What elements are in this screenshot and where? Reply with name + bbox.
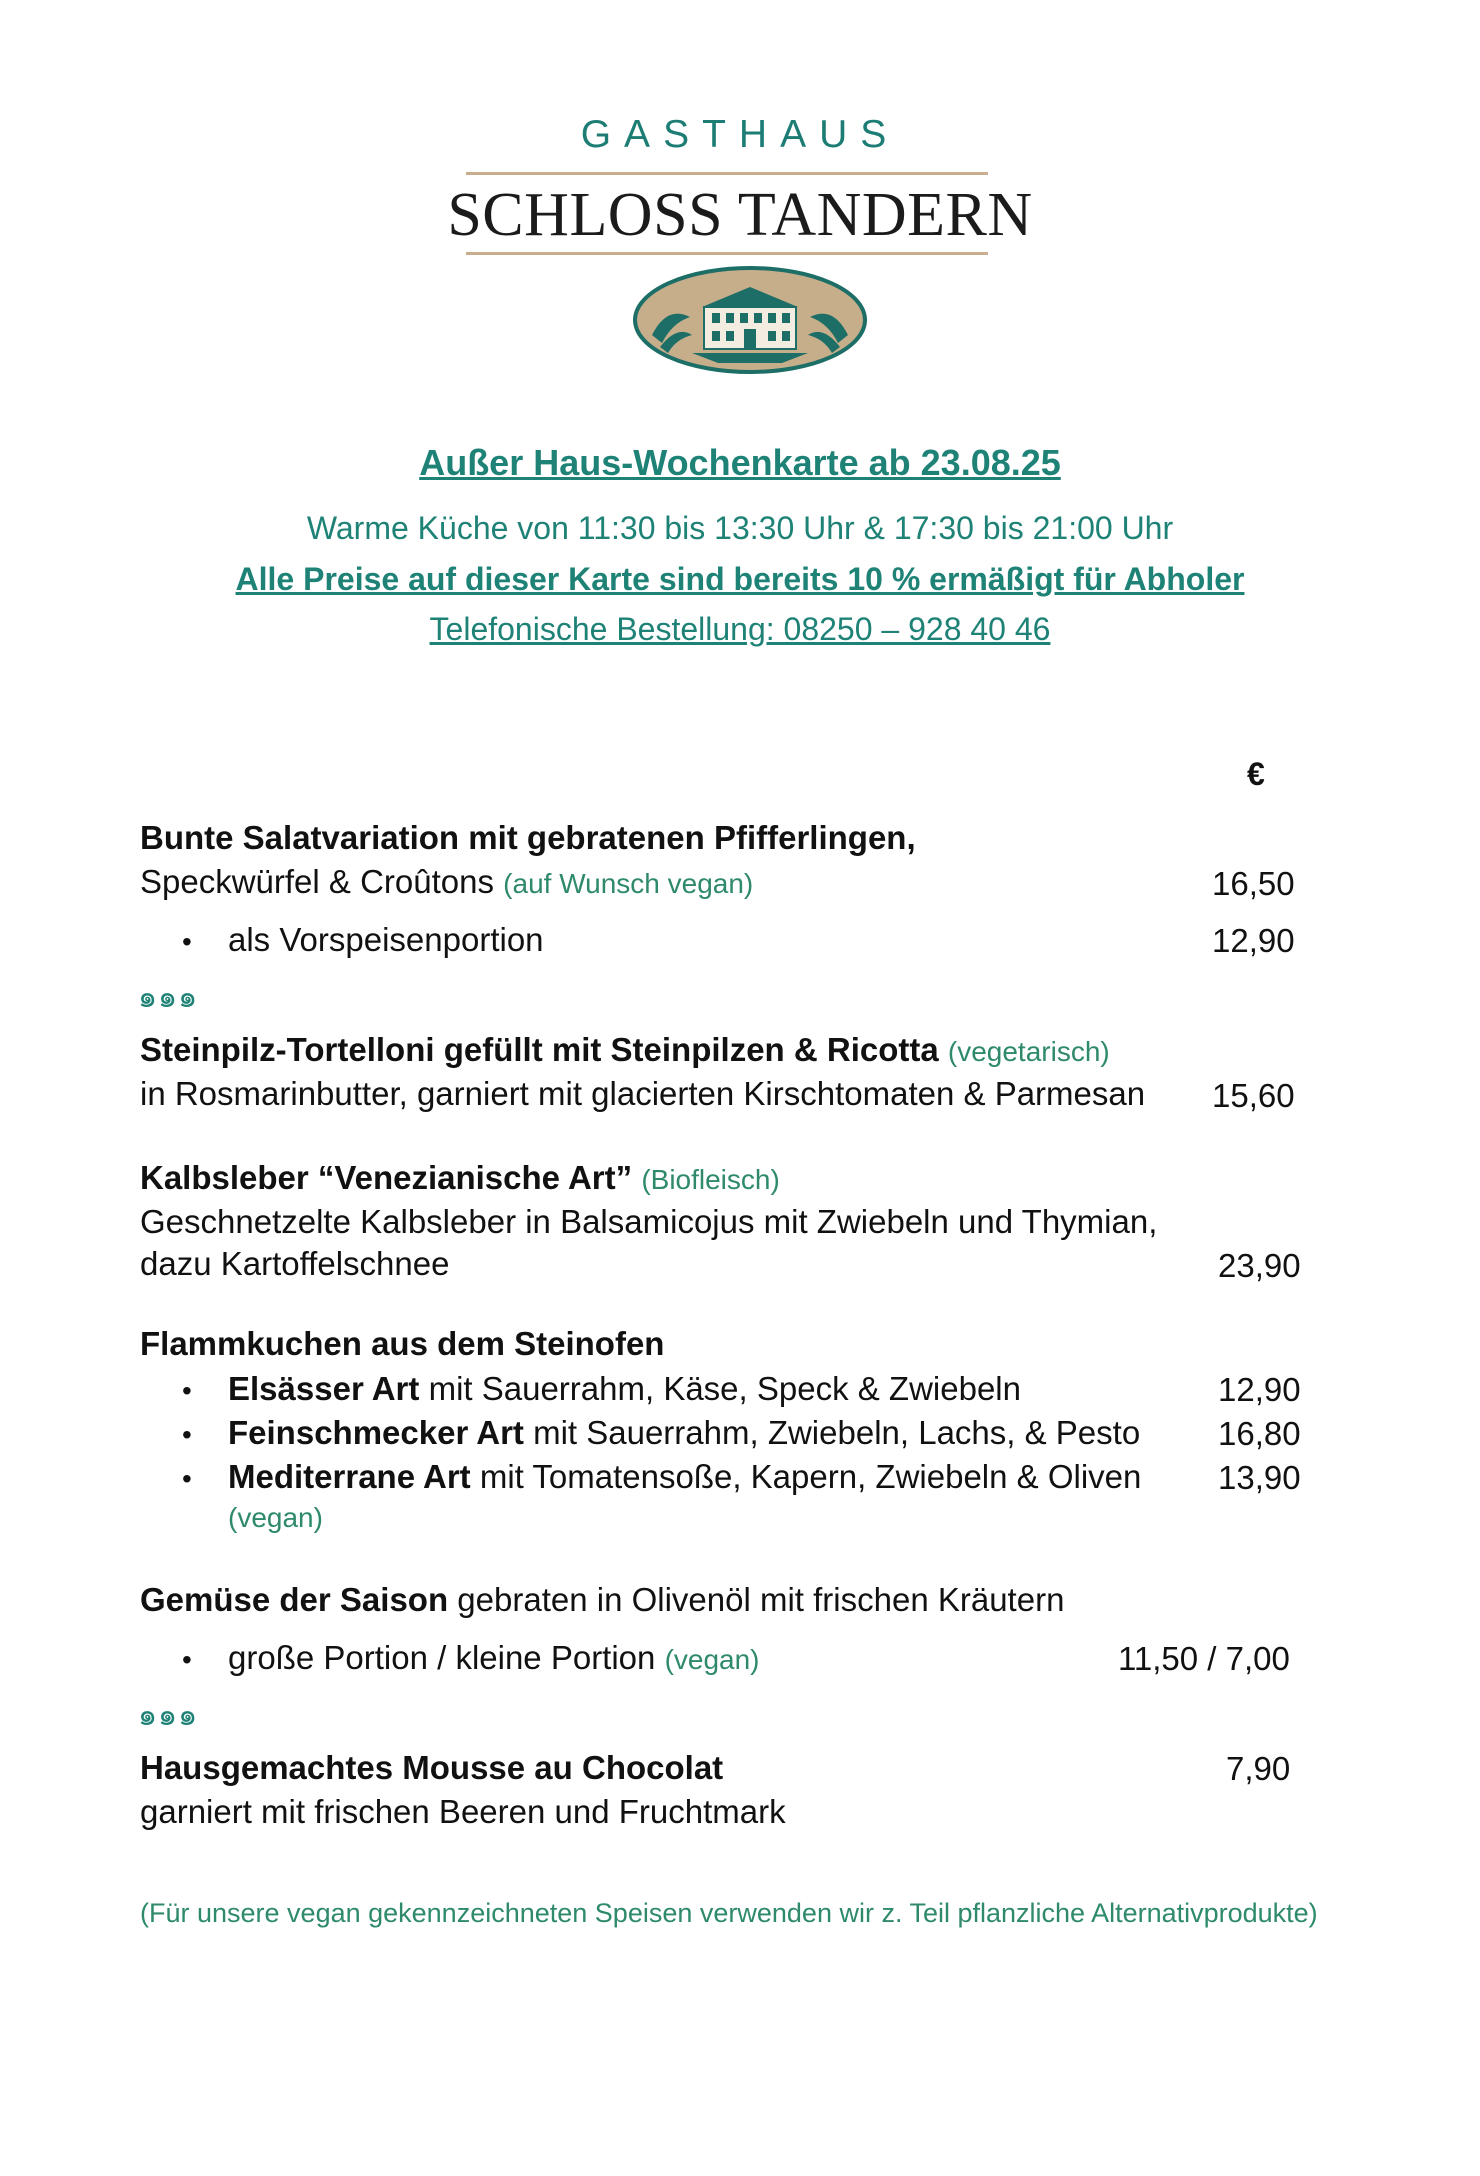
vegetables-line bbox=[140, 1580, 1064, 1620]
flammkuchen-item-name: Feinschmecker Art bbox=[228, 1414, 524, 1451]
tortelloni-title-line bbox=[140, 1030, 1110, 1072]
salad-title: Bunte Salatvariation mit gebratenen Pfifferlingen, bbox=[140, 819, 916, 856]
flammkuchen-item-note: (vegan) bbox=[228, 1502, 323, 1533]
liver-title: Kalbsleber “Venezianische Art” bbox=[140, 1159, 642, 1196]
vegetables-portion-line bbox=[228, 1638, 760, 1680]
salad-desc bbox=[140, 862, 753, 904]
bullet-icon: • bbox=[182, 1644, 192, 1675]
liver-desc-1: Geschnetzelte Kalbsleber in Balsamicojus mit Zwiebeln und Thymian, bbox=[140, 1203, 1158, 1240]
liver-title-line bbox=[140, 1158, 780, 1200]
menu-headline: Außer Haus-Wochenkarte ab 23.08.25 bbox=[419, 442, 1061, 483]
salad-note: (auf Wunsch vegan) bbox=[503, 868, 754, 899]
discount-notice: Alle Preise auf dieser Karte sind bereits 10 % ermäßigt für Abholer bbox=[235, 561, 1245, 597]
flammkuchen-item-name: Mediterrane Art bbox=[228, 1458, 471, 1495]
castle-logo bbox=[632, 265, 868, 375]
vegetables-price: 11,50 / 7,00 bbox=[1118, 1640, 1290, 1677]
dessert-desc: garniert mit frischen Beeren und Fruchtmark bbox=[140, 1793, 786, 1830]
dessert-price: 7,90 bbox=[1226, 1750, 1291, 1787]
tortelloni-note: (vegetarisch) bbox=[947, 1036, 1110, 1067]
flammkuchen-item-desc: mit Sauerrahm, Zwiebeln, Lachs, & Pesto bbox=[523, 1414, 1141, 1451]
salad-desc-text: Speckwürfel & Croûtons bbox=[140, 863, 504, 900]
flammkuchen-item bbox=[228, 1413, 1140, 1453]
bullet-icon: • bbox=[182, 926, 192, 957]
tortelloni-price: 15,60 bbox=[1212, 1077, 1295, 1114]
flammkuchen-item-price: 12,90 bbox=[1218, 1371, 1301, 1408]
vegetables-portion-label: große Portion / kleine Portion bbox=[228, 1639, 665, 1676]
salad-starter-price: 12,90 bbox=[1212, 922, 1295, 959]
salad-starter-label: als Vorspeisenportion bbox=[228, 921, 544, 958]
flammkuchen-item-name: Elsässer Art bbox=[228, 1370, 420, 1407]
flammkuchen-item-price: 16,80 bbox=[1218, 1415, 1301, 1452]
liver-price: 23,90 bbox=[1218, 1247, 1301, 1284]
vegetables-title: Gemüse der Saison bbox=[140, 1581, 449, 1618]
ornament-icon: ๑๑๑ bbox=[138, 980, 199, 1015]
phone-order: Telefonische Bestellung: 08250 – 928 40 46 bbox=[429, 611, 1051, 647]
vegan-footnote: (Für unsere vegan gekennzeichneten Speisen verwenden wir z. Teil pflanzliche Alternativprodukte) bbox=[140, 1898, 1318, 1928]
currency-header: € bbox=[1247, 756, 1265, 792]
bullet-icon: • bbox=[182, 1463, 192, 1494]
vegetables-desc: gebraten in Olivenöl mit frischen Kräutern bbox=[448, 1581, 1065, 1618]
salad-price: 16,50 bbox=[1212, 865, 1295, 902]
flammkuchen-title: Flammkuchen aus dem Steinofen bbox=[140, 1325, 665, 1362]
bullet-icon: • bbox=[182, 1419, 192, 1450]
tortelloni-title: Steinpilz-Tortelloni gefüllt mit Steinpilzen & Ricotta bbox=[140, 1031, 948, 1068]
tortelloni-desc: in Rosmarinbutter, garniert mit glacierten Kirschtomaten & Parmesan bbox=[140, 1075, 1146, 1112]
brand-top: GASTHAUS bbox=[580, 113, 900, 156]
flammkuchen-item-price: 13,90 bbox=[1218, 1459, 1301, 1496]
liver-note: (Biofleisch) bbox=[641, 1164, 780, 1195]
brand-rule-bottom bbox=[466, 252, 988, 255]
ornament-icon: ๑๑๑ bbox=[138, 1698, 199, 1733]
flammkuchen-item-desc: mit Sauerrahm, Käse, Speck & Zwiebeln bbox=[419, 1370, 1021, 1407]
brand-name: SCHLOSS TANDERN bbox=[447, 181, 1033, 249]
kitchen-hours: Warme Küche von 11:30 bis 13:30 Uhr & 17:30 bis 21:00 Uhr bbox=[306, 510, 1174, 546]
brand-rule-top bbox=[466, 172, 988, 175]
dessert-title: Hausgemachtes Mousse au Chocolat bbox=[140, 1749, 724, 1786]
liver-desc-2: dazu Kartoffelschnee bbox=[140, 1245, 450, 1282]
flammkuchen-item-desc: mit Tomatensoße, Kapern, Zwiebeln & Oliven bbox=[470, 1458, 1142, 1495]
flammkuchen-item bbox=[228, 1369, 1021, 1409]
bullet-icon: • bbox=[182, 1375, 192, 1406]
flammkuchen-item bbox=[228, 1457, 1141, 1497]
vegetables-note: (vegan) bbox=[664, 1644, 760, 1675]
